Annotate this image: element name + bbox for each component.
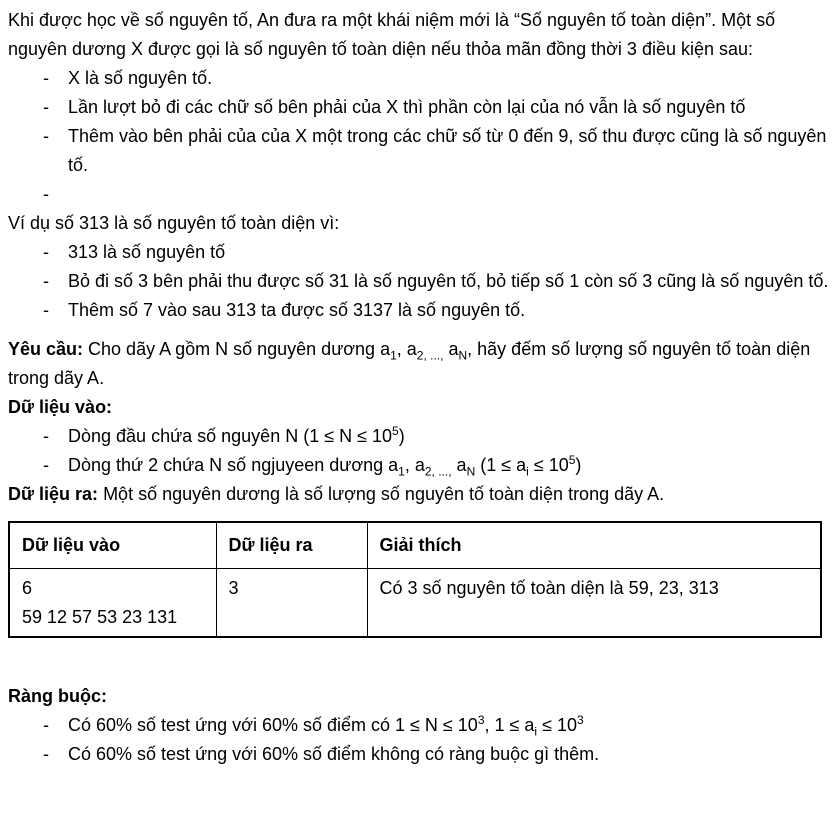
example-list [8, 238, 829, 325]
list-item-text: Có 60% số test ứng với 60% số điểm không có ràng buộc gì thêm. [68, 744, 600, 764]
list-item-text: 313 là số nguyên tố [68, 242, 226, 262]
constraints-list [8, 711, 829, 769]
bullet-dash: - [43, 242, 49, 262]
table-header-output: Dữ liệu ra [216, 522, 367, 569]
list-item-text: Bỏ đi số 3 bên phải thu được số 31 là số nguyên tố, bỏ tiếp số 1 còn số 3 cũng là số nguyên tố. [68, 271, 829, 291]
constraints-section-label [8, 682, 829, 711]
list-item [43, 64, 829, 93]
list-item [43, 93, 829, 122]
list-item [43, 238, 829, 267]
list-item [43, 740, 829, 769]
bullet-dash: - [43, 744, 49, 764]
list-item [43, 422, 829, 451]
input-label: Dữ liệu vào: [8, 397, 113, 417]
table-row [9, 569, 821, 638]
example-table [8, 521, 822, 638]
list-item-text: Có 60% số test ứng với 60% số điểm có $1 \le N \le 10^3$, $1 \le a_i \le 10^3$ [68, 713, 584, 739]
list-item-text: X là số nguyên tố. [68, 68, 213, 88]
list-item-empty [43, 180, 829, 209]
requirement-label: Yêu cầu: [8, 339, 84, 359]
conditions-list [8, 64, 829, 209]
list-item-text: Thêm vào bên phải của của X một trong các chữ số từ 0 đến 9, số thu được cũng là số nguyên tố. [68, 126, 827, 175]
list-item-text: Dòng đầu chứa số nguyên N $(1 \le N \le 10^5)$ [68, 424, 405, 446]
list-item-text: Dòng thứ 2 chứa N số ngjuyeen dương $a_1$, $a_{2, ...,}$ $a_N$ $(1 \le a_i \le 10^5)$ [68, 453, 582, 479]
constraints-section [8, 682, 829, 769]
list-item-text: Lần lượt bỏ đi các chữ số bên phải của X thì phần còn lại của nó vẫn là số nguyên tố [68, 97, 746, 117]
list-item-text [68, 180, 829, 209]
bullet-dash: - [43, 97, 49, 117]
bullet-dash: - [43, 126, 49, 146]
table-header-explanation: Giải thích [367, 522, 821, 569]
input-list [8, 422, 829, 480]
bullet-dash: - [43, 271, 49, 291]
table-header-input: Dữ liệu vào [9, 522, 216, 569]
constraints-label: Ràng buộc: [8, 686, 107, 706]
blank-line [8, 325, 829, 335]
example-lead: Ví dụ số 313 là số nguyên tố toàn diện vì: [8, 213, 340, 233]
requirement-text: Cho dãy A gồm N số nguyên dương $a_1$, $a_{2, ...,}$ $a_N$, hãy đếm số lượng số nguyên tố toàn diện trong dãy A. [8, 339, 811, 388]
table-cell-input [9, 569, 216, 638]
output-paragraph [8, 480, 829, 509]
list-item-text: Thêm số 7 vào sau 313 ta được số 3137 là số nguyên tố. [68, 300, 526, 320]
list-item [43, 296, 829, 325]
list-item [43, 267, 829, 296]
bullet-dash: - [43, 68, 49, 88]
table-header-row [9, 522, 821, 569]
list-item [43, 711, 829, 740]
output-label: Dữ liệu ra: [8, 484, 99, 504]
bullet-dash: - [43, 300, 49, 320]
requirement-paragraph [8, 335, 829, 393]
input-line-2: 59 12 57 53 23 131 [22, 607, 178, 627]
output-text: Một số nguyên dương là số lượng số nguyên tố toàn diện trong dãy A. [98, 484, 665, 504]
input-section-label [8, 393, 829, 422]
bullet-dash: - [43, 426, 49, 446]
list-item [43, 122, 829, 180]
bullet-dash: - [43, 715, 49, 735]
bullet-dash: - [43, 455, 49, 475]
intro-paragraph: Khi được học về số nguyên tố, An đưa ra một khái niệm mới là “Số nguyên tố toàn diện”. Một số nguyên dương X được gọi là số nguyên tố toàn diện nếu thỏa mãn đồng thời 3 điều kiện sau: [8, 10, 776, 59]
table-cell-output: 3 [216, 569, 367, 638]
bullet-dash: - [43, 184, 49, 204]
table-cell-explanation: Có 3 số nguyên tố toàn diện là 59, 23, 313 [367, 569, 821, 638]
list-item [43, 451, 829, 480]
input-line-1: 6 [22, 578, 33, 598]
